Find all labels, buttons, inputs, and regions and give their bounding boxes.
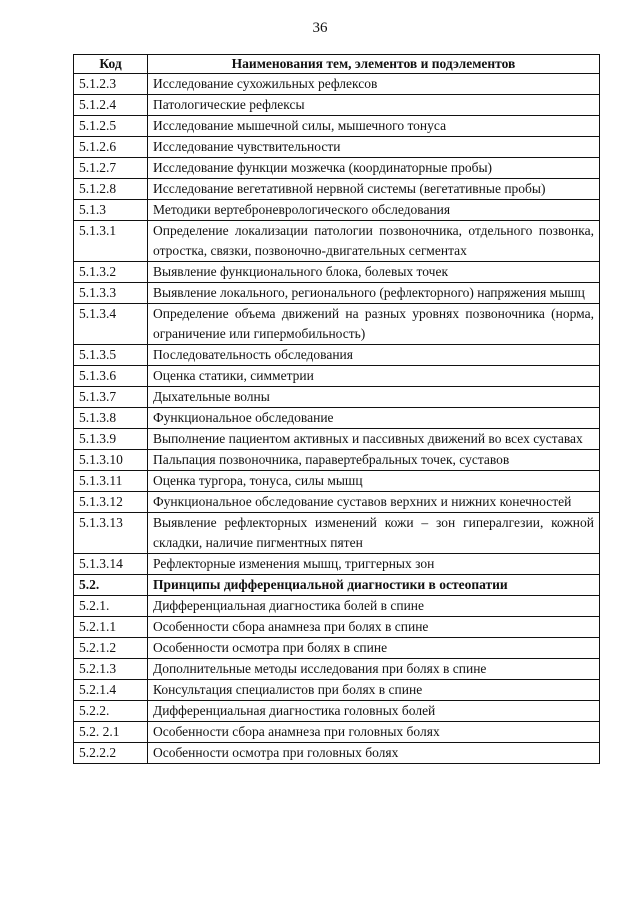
row-name: Особенности сбора анамнеза при болях в спине	[148, 617, 600, 638]
row-code: 5.2. 2.1	[74, 722, 148, 743]
row-name: Пальпация позвоночника, паравертебральных точек, суставов	[148, 450, 600, 471]
row-code: 5.2.2.2	[74, 743, 148, 764]
row-code: 5.1.3.8	[74, 408, 148, 429]
page-number: 36	[312, 20, 328, 36]
row-name: Дыхательные волны	[148, 387, 600, 408]
header-code: Код	[74, 55, 148, 74]
row-name: Выявление функционального блока, болевых точек	[148, 262, 600, 283]
row-code: 5.2.1.	[74, 596, 148, 617]
row-name: Исследование чувствительности	[148, 137, 600, 158]
row-code: 5.1.3.14	[74, 554, 148, 575]
row-code: 5.1.3.13	[74, 513, 148, 554]
table-row	[74, 137, 600, 158]
row-name: Функциональное обследование суставов верхних и нижних конечностей	[148, 492, 600, 513]
row-name: Дополнительные методы исследования при болях в спине	[148, 659, 600, 680]
table-row	[74, 680, 600, 701]
table-row	[74, 513, 600, 554]
header-name: Наименования тем, элементов и подэлементов	[148, 55, 600, 74]
row-name: Определение объема движений на разных уровнях позвоночника (норма, ограничение или гипермобильность)	[148, 304, 600, 345]
row-name: Исследование вегетативной нервной системы (вегетативные пробы)	[148, 179, 600, 200]
row-code: 5.1.3	[74, 200, 148, 221]
row-name: Рефлекторные изменения мышц, триггерных зон	[148, 554, 600, 575]
table-row	[74, 116, 600, 137]
row-code: 5.1.3.4	[74, 304, 148, 345]
row-code: 5.1.3.2	[74, 262, 148, 283]
table-row	[74, 722, 600, 743]
row-name: Особенности осмотра при головных болях	[148, 743, 600, 764]
table-row	[74, 554, 600, 575]
table-row	[74, 221, 600, 262]
row-code: 5.2.	[74, 575, 148, 596]
row-name: Оценка статики, симметрии	[148, 366, 600, 387]
row-name: Оценка тургора, тонуса, силы мышц	[148, 471, 600, 492]
section-row	[74, 575, 600, 596]
row-code: 5.1.3.3	[74, 283, 148, 304]
row-code: 5.1.3.5	[74, 345, 148, 366]
row-name: Особенности осмотра при болях в спине	[148, 638, 600, 659]
row-code: 5.1.3.1	[74, 221, 148, 262]
row-name: Методики вертеброневрологического обследования	[148, 200, 600, 221]
row-code: 5.1.2.4	[74, 95, 148, 116]
row-code: 5.1.3.12	[74, 492, 148, 513]
row-code: 5.1.2.5	[74, 116, 148, 137]
row-code: 5.1.3.9	[74, 429, 148, 450]
table-row	[74, 74, 600, 95]
row-name: Исследование сухожильных рефлексов	[148, 74, 600, 95]
row-name: Дифференциальная диагностика болей в спине	[148, 596, 600, 617]
row-code: 5.1.2.7	[74, 158, 148, 179]
table-row	[74, 408, 600, 429]
table-row	[74, 95, 600, 116]
table-row	[74, 158, 600, 179]
row-name: Особенности сбора анамнеза при головных болях	[148, 722, 600, 743]
row-name: Исследование функции мозжечка (координаторные пробы)	[148, 158, 600, 179]
row-code: 5.2.1.2	[74, 638, 148, 659]
row-code: 5.1.2.6	[74, 137, 148, 158]
row-code: 5.1.3.11	[74, 471, 148, 492]
table-row	[74, 345, 600, 366]
row-code: 5.1.3.6	[74, 366, 148, 387]
row-code: 5.2.2.	[74, 701, 148, 722]
row-code: 5.2.1.4	[74, 680, 148, 701]
row-code: 5.1.3.10	[74, 450, 148, 471]
table-row	[74, 179, 600, 200]
table-row	[74, 492, 600, 513]
row-name: Консультация специалистов при болях в спине	[148, 680, 600, 701]
table-row	[74, 743, 600, 764]
table-row	[74, 471, 600, 492]
table-row	[74, 429, 600, 450]
row-name: Выявление рефлекторных изменений кожи – зон гипералгезии, кожной складки, наличие пигментных пятен	[148, 513, 600, 554]
row-name: Последовательность обследования	[148, 345, 600, 366]
row-code: 5.1.2.3	[74, 74, 148, 95]
row-name: Определение локализации патологии позвоночника, отдельного позвонка, отростка, связки, позвоночно-двигательных сегментах	[148, 221, 600, 262]
table-row	[74, 283, 600, 304]
row-code: 5.2.1.3	[74, 659, 148, 680]
table-row	[74, 596, 600, 617]
table-header-row	[74, 55, 600, 74]
table-row	[74, 304, 600, 345]
table-row	[74, 366, 600, 387]
row-name: Выполнение пациентом активных и пассивных движений во всех суставах	[148, 429, 600, 450]
table-row	[74, 262, 600, 283]
row-name: Дифференциальная диагностика головных болей	[148, 701, 600, 722]
row-name: Принципы дифференциальной диагностики в остеопатии	[148, 575, 600, 596]
row-code: 5.2.1.1	[74, 617, 148, 638]
table-row	[74, 701, 600, 722]
row-code: 5.1.2.8	[74, 179, 148, 200]
table-row	[74, 617, 600, 638]
row-code: 5.1.3.7	[74, 387, 148, 408]
row-name: Выявление локального, регионального (рефлекторного) напряжения мышц	[148, 283, 600, 304]
table-row	[74, 659, 600, 680]
table-row	[74, 450, 600, 471]
row-name: Функциональное обследование	[148, 408, 600, 429]
table-row	[74, 387, 600, 408]
table-row	[74, 638, 600, 659]
row-name: Исследование мышечной силы, мышечного тонуса	[148, 116, 600, 137]
row-name: Патологические рефлексы	[148, 95, 600, 116]
table-row	[74, 200, 600, 221]
curriculum-table	[73, 54, 600, 764]
